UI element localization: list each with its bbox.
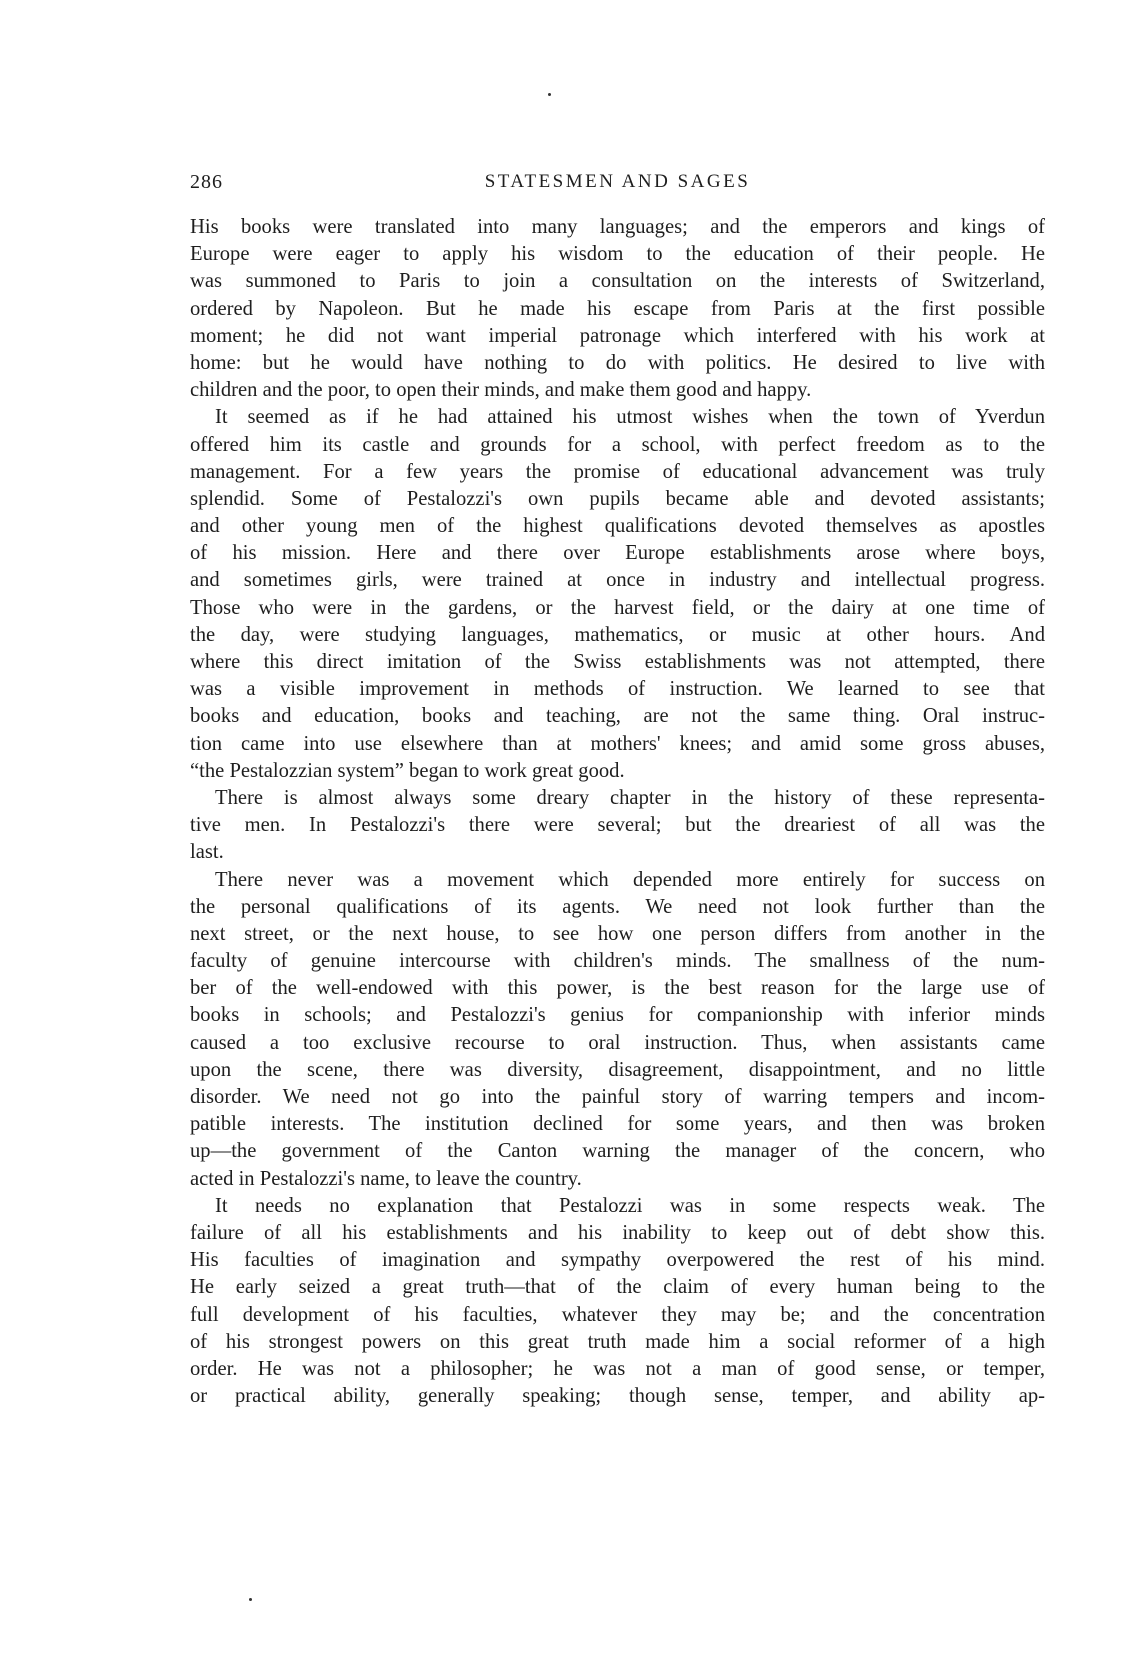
text-line: splendid. Some of Pestalozzi's own pupils became able and devoted assistants; [190, 487, 1045, 510]
text-line: There is almost always some dreary chapter in the history of these representa- [215, 786, 1045, 809]
paragraph [190, 785, 1045, 867]
text-line: failure of all his establishments and his inability to keep out of debt show this. [190, 1221, 1045, 1244]
text-line: offered him its castle and grounds for a school, with perfect freedom as to the [190, 433, 1045, 456]
text-line: Europe were eager to apply his wisdom to the education of their people. He [190, 243, 1045, 266]
text-line: and sometimes girls, were trained at once in industry and intellectual progress. [190, 569, 1045, 592]
text-line: ordered by Napoleon. But he made his escape from Paris at the first possible [190, 297, 1045, 320]
text-line: It seemed as if he had attained his utmost wishes when the town of Yverdun [215, 406, 1045, 429]
running-head [190, 170, 1045, 194]
print-speck [249, 1598, 252, 1601]
text-line: acted in Pestalozzi's name, to leave the country. [190, 1167, 582, 1190]
text-line: ber of the well-endowed with this power, is the best reason for the large use of [190, 977, 1045, 1000]
text-line: faculty of genuine intercourse with children's minds. The smallness of the num- [190, 950, 1045, 973]
text-line: moment; he did not want imperial patronage which interfered with his work at [190, 324, 1045, 347]
print-speck [548, 93, 551, 96]
text-line: tion came into use elsewhere than at mothers' knees; and amid some gross abuses, [190, 732, 1045, 755]
text-line: of his mission. Here and there over Europe establishments arose where boys, [190, 542, 1045, 565]
text-line: tive men. In Pestalozzi's there were several; but the dreariest of all was the [190, 814, 1045, 837]
text-line: management. For a few years the promise of educational advancement was truly [190, 460, 1045, 483]
text-line: Those who were in the gardens, or the harvest field, or the dairy at one time of [190, 596, 1045, 619]
body-text [190, 214, 1045, 1410]
text-line: the day, were studying languages, mathematics, or music at other hours. And [190, 623, 1045, 646]
text-line: order. He was not a philosopher; he was not a man of good sense, or temper, [190, 1357, 1045, 1380]
text-line: “the Pestalozzian system” began to work great good. [190, 759, 625, 782]
paragraph [190, 1193, 1045, 1411]
paragraph [190, 404, 1045, 785]
text-line: He early seized a great truth—that of the claim of every human being to the [190, 1276, 1045, 1299]
text-line: and other young men of the highest qualifications devoted themselves as apostles [190, 515, 1045, 538]
text-line: His books were translated into many languages; and the emperors and kings of [190, 216, 1045, 238]
text-line: last. [190, 841, 224, 864]
text-line: His faculties of imagination and sympathy overpowered the rest of his mind. [190, 1249, 1045, 1272]
page-number: 286 [190, 171, 223, 193]
text-line: There never was a movement which depended more entirely for success on [215, 868, 1045, 891]
text-line: books in schools; and Pestalozzi's genius for companionship with inferior minds [190, 1004, 1045, 1027]
text-line: upon the scene, there was diversity, disagreement, disappointment, and no little [190, 1058, 1045, 1081]
text-line: children and the poor, to open their minds, and make them good and happy. [190, 379, 812, 402]
text-line: caused a too exclusive recourse to oral instruction. Thus, when assistants came [190, 1031, 1045, 1054]
text-line: up—the government of the Canton warning the manager of the concern, who [190, 1140, 1045, 1163]
text-line: was summoned to Paris to join a consultation on the interests of Switzerland, [190, 270, 1045, 293]
paragraph [190, 214, 1045, 404]
text-line: It needs no explanation that Pestalozzi was in some respects weak. The [215, 1194, 1045, 1217]
paragraph [190, 867, 1045, 1193]
text-line: of his strongest powers on this great truth made him a social reformer of a high [190, 1330, 1045, 1353]
text-line: patible interests. The institution declined for some years, and then was broken [190, 1113, 1045, 1136]
text-line: next street, or the next house, to see how one person differs from another in the [190, 922, 1045, 945]
text-line: or practical ability, generally speaking; though sense, temper, and ability ap- [190, 1385, 1045, 1408]
text-line: disorder. We need not go into the painful story of warring tempers and incom- [190, 1086, 1045, 1108]
text-line: home: but he would have nothing to do with politics. He desired to live with [190, 351, 1045, 374]
text-line: was a visible improvement in methods of instruction. We learned to see that [190, 678, 1045, 701]
text-line: books and education, books and teaching, are not the same thing. Oral instruc- [190, 705, 1045, 728]
text-line: where this direct imitation of the Swiss establishments was not attempted, there [190, 651, 1045, 673]
running-title: STATESMEN AND SAGES [484, 171, 751, 192]
text-line: full development of his faculties, whatever they may be; and the concentration [190, 1303, 1045, 1326]
text-line: the personal qualifications of its agents. We need not look further than the [190, 895, 1045, 918]
